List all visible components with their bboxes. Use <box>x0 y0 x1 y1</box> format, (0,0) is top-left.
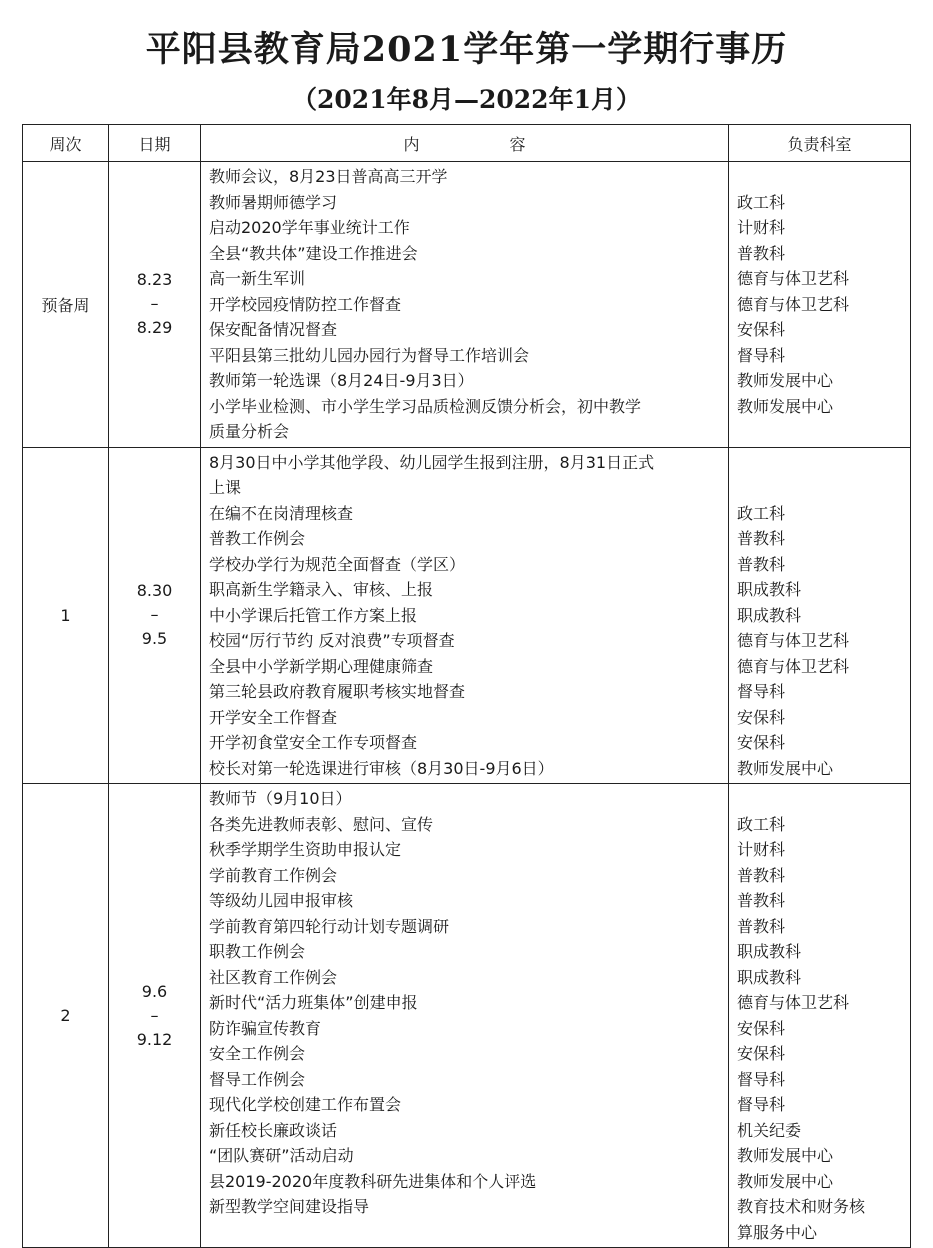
content-line: 全县“教共体”建设工作推进会 <box>209 243 418 263</box>
dept-line: 机关纪委 <box>737 1120 802 1140</box>
dept-line: 教师发展中心 <box>737 1146 834 1165</box>
date-cell <box>109 162 201 448</box>
content-line: 第三轮县政府教育履职考核实地督查 <box>209 682 466 701</box>
page-title: 平阳县教育局2021学年第一学期行事历 <box>145 29 788 70</box>
header-content-a: 内 <box>403 134 420 154</box>
dept-line: 计财科 <box>737 218 786 237</box>
content-line: 在编不在岗清理核查 <box>209 503 354 523</box>
dept-cell <box>729 784 911 1248</box>
content-line: 上课 <box>209 478 242 497</box>
content-line: 职教工作例会 <box>209 942 306 961</box>
content-line: 职高新生学籍录入、审核、上报 <box>209 580 434 599</box>
header-week: 周次 <box>23 125 109 162</box>
content-line: 教师第一轮选课（8月24日-9月3日） <box>209 371 474 390</box>
date-start: 9.6 <box>141 981 168 1001</box>
header-date: 日期 <box>109 125 201 162</box>
content-line: 学前教育第四轮行动计划专题调研 <box>209 916 450 936</box>
content-line: 校园“厉行节约 反对浪费”专项督查 <box>209 631 455 650</box>
content-line: 防诈骗宣传教育 <box>209 1018 322 1038</box>
week-row <box>23 447 911 784</box>
content-line: “团队赛研”活动启动 <box>209 1146 354 1165</box>
dept-line: 职成教科 <box>737 605 802 625</box>
header-row <box>23 125 911 162</box>
dept-line: 职成教科 <box>737 942 802 961</box>
dept-line: 教师发展中心 <box>737 371 834 390</box>
header-dept: 负责科室 <box>729 125 911 162</box>
content-line <box>209 1220 728 1246</box>
content-line: 教师会议，8月23日普高高三开学 <box>209 167 448 186</box>
content-line: 县2019-2020年度教科研先进集体和个人评选 <box>209 1171 537 1191</box>
content-line: 8月30日中小学其他学段、幼儿园学生报到注册，8月31日正式 <box>209 452 655 472</box>
page-subtitle: （2021年8月—2022年1月） <box>292 85 641 114</box>
date-sep: – <box>150 1005 159 1025</box>
dept-line: 普教科 <box>737 865 786 885</box>
dept-line <box>737 786 910 812</box>
content-line: 开学安全工作督查 <box>209 707 338 727</box>
dept-line: 职成教科 <box>737 967 802 987</box>
dept-line: 督导科 <box>737 345 786 365</box>
content-line: 现代化学校创建工作布置会 <box>209 1095 402 1114</box>
header-content-b: 容 <box>509 134 526 154</box>
dept-line: 安保科 <box>737 733 786 752</box>
content-line: 安全工作例会 <box>209 1044 306 1063</box>
content-line: 启动2020学年事业统计工作 <box>209 218 410 237</box>
week-cell: 预备周 <box>23 162 109 448</box>
week-cell: 2 <box>23 784 109 1248</box>
date-sep: – <box>150 294 159 314</box>
date-start: 8.30 <box>136 581 173 601</box>
dept-line: 算服务中心 <box>737 1222 818 1242</box>
content-line: 高一新生军训 <box>209 269 306 288</box>
content-line: 平阳县第三批幼儿园办园行为督导工作培训会 <box>209 345 530 365</box>
content-cell <box>201 784 729 1248</box>
content-line: 质量分析会 <box>209 422 290 441</box>
dept-line <box>737 164 910 190</box>
date-cell <box>109 784 201 1248</box>
dept-line: 普教科 <box>737 916 786 936</box>
dept-line: 安保科 <box>737 707 786 727</box>
content-line: 新时代“活力班集体”创建申报 <box>209 993 418 1012</box>
dept-line: 德育与体卫艺科 <box>737 993 850 1012</box>
dept-line: 安保科 <box>737 320 786 339</box>
dept-line: 安保科 <box>737 1044 786 1063</box>
dept-cell <box>729 162 911 448</box>
date-end: 9.12 <box>136 1029 173 1049</box>
content-line: 社区教育工作例会 <box>209 967 338 987</box>
content-line: 普教工作例会 <box>209 529 306 548</box>
content-line: 新任校长廉政谈话 <box>209 1120 338 1140</box>
content-line: 等级幼儿园申报审核 <box>209 891 354 910</box>
week-row <box>23 784 911 1248</box>
dept-line: 普教科 <box>737 891 786 910</box>
header-content <box>201 125 729 162</box>
dept-line: 安保科 <box>737 1018 786 1038</box>
content-cell <box>201 162 729 448</box>
content-line: 小学毕业检测、市小学生学习品质检测反馈分析会，初中教学 <box>209 396 642 416</box>
dept-line: 普教科 <box>737 554 786 574</box>
date-end: 8.29 <box>136 318 173 338</box>
dept-line: 德育与体卫艺科 <box>737 294 850 314</box>
date-start: 8.23 <box>136 270 173 290</box>
week-cell: 1 <box>23 447 109 784</box>
calendar-table <box>22 124 911 1248</box>
dept-line: 普教科 <box>737 243 786 263</box>
dept-line: 职成教科 <box>737 580 802 599</box>
content-line: 校长对第一轮选课进行审核（8月30日-9月6日） <box>209 758 554 778</box>
dept-line <box>737 475 910 501</box>
dept-line: 德育与体卫艺科 <box>737 631 850 650</box>
dept-line <box>737 450 910 476</box>
content-line: 新型教学空间建设指导 <box>209 1197 370 1216</box>
content-line: 开学校园疫情防控工作督查 <box>209 294 402 314</box>
date-end: 9.5 <box>141 629 168 649</box>
content-line: 开学初食堂安全工作专项督查 <box>209 733 418 752</box>
dept-line: 教育技术和财务核 <box>737 1197 866 1216</box>
content-line: 中小学课后托管工作方案上报 <box>209 605 418 625</box>
content-line: 学校办学行为规范全面督查（学区） <box>209 554 466 574</box>
content-line: 督导工作例会 <box>209 1069 306 1089</box>
content-line: 学前教育工作例会 <box>209 865 338 885</box>
content-line: 教师暑期师德学习 <box>209 192 338 212</box>
dept-line: 计财科 <box>737 840 786 859</box>
dept-line: 政工科 <box>737 814 786 834</box>
dept-line: 教师发展中心 <box>737 758 834 778</box>
dept-line: 普教科 <box>737 529 786 548</box>
content-line: 全县中小学新学期心理健康筛查 <box>209 656 434 676</box>
dept-line: 政工科 <box>737 192 786 212</box>
dept-line: 德育与体卫艺科 <box>737 269 850 288</box>
week-row <box>23 162 911 448</box>
date-sep: – <box>150 605 159 625</box>
date-cell <box>109 447 201 784</box>
content-line: 教师节（9月10日） <box>209 789 352 808</box>
content-cell <box>201 447 729 784</box>
dept-cell <box>729 447 911 784</box>
dept-line: 教师发展中心 <box>737 396 834 416</box>
content-line: 秋季学期学生资助申报认定 <box>209 840 402 859</box>
dept-line <box>737 419 910 445</box>
dept-line: 督导科 <box>737 1095 786 1114</box>
dept-line: 德育与体卫艺科 <box>737 656 850 676</box>
dept-line: 政工科 <box>737 503 786 523</box>
dept-line: 教师发展中心 <box>737 1171 834 1191</box>
dept-line: 督导科 <box>737 682 786 701</box>
content-line: 保安配备情况督查 <box>209 320 338 339</box>
dept-line: 督导科 <box>737 1069 786 1089</box>
content-line: 各类先进教师表彰、慰问、宣传 <box>209 814 434 834</box>
